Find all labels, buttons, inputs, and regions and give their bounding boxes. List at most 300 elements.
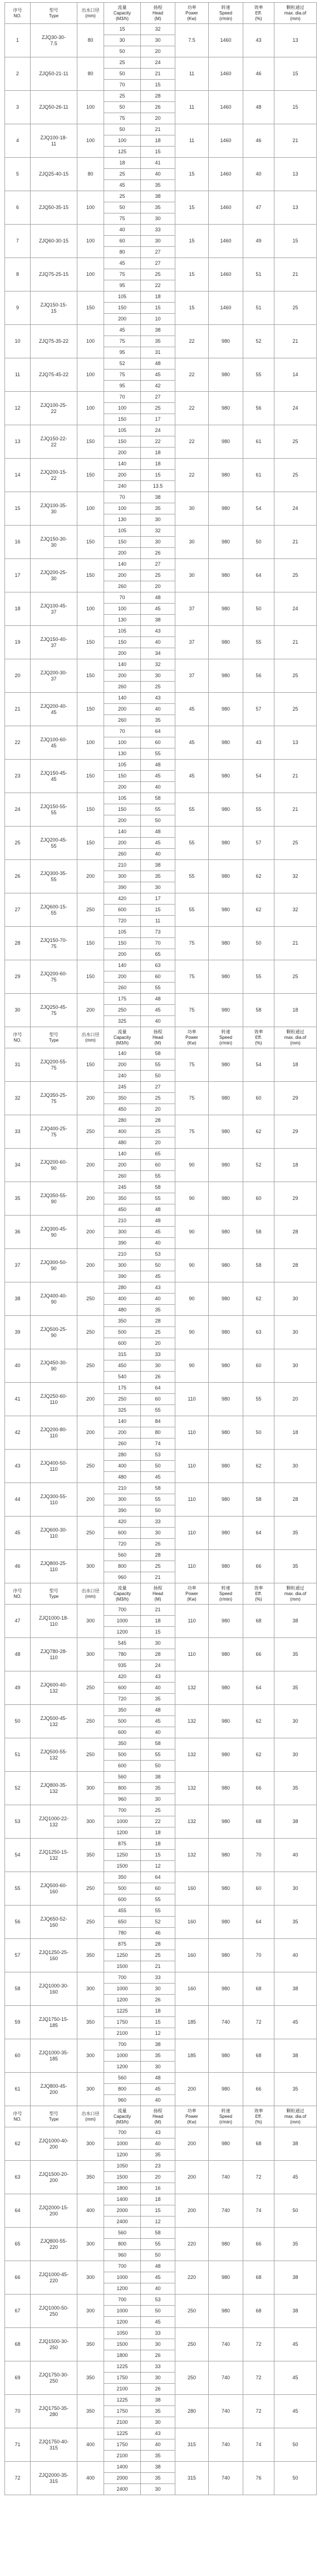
column-header-head	[141, 3, 175, 24]
pump-type: ZJQ300-50-90	[40, 1259, 67, 1271]
power-value: 185	[175, 2039, 209, 2073]
speed-value: 980	[209, 1839, 243, 1872]
column-header-particle-diameter	[274, 1583, 317, 1605]
power-value: 90	[175, 1216, 209, 1249]
column-header-head-unit: (M)	[154, 2119, 161, 2125]
head-value: 55	[141, 1494, 175, 1505]
column-header-outlet	[77, 1583, 104, 1605]
capacity-value: 150	[104, 938, 141, 949]
pump-type-cell	[31, 124, 77, 158]
efficiency-value: 47	[243, 191, 274, 225]
pump-type: ZJQ30-30-7.5	[41, 34, 66, 46]
capacity-value: 105	[104, 626, 141, 637]
pump-type: ZJQ780-28-110	[40, 1648, 67, 1660]
row-number: 52	[5, 1772, 31, 1805]
column-header-type-zh: 型号	[49, 2111, 58, 2116]
power-value: 75	[175, 1115, 209, 1149]
column-header-power-en: Power	[185, 10, 198, 16]
efficiency-value: 66	[243, 2073, 274, 2106]
capacity-value: 600	[104, 1528, 141, 1539]
efficiency-value: 56	[243, 392, 274, 425]
power-value: 132	[175, 1705, 209, 1738]
table-row	[5, 1450, 317, 1461]
column-header-speed-zh: 转速	[221, 1029, 230, 1034]
pump-type: ZJQ75-25-15	[38, 271, 69, 277]
pump-type-cell	[31, 994, 77, 1027]
pump-type-cell	[31, 24, 77, 57]
power-value: 55	[175, 827, 209, 860]
head-value: 52	[141, 1917, 175, 1928]
head-value: 40	[141, 2138, 175, 2150]
pump-type: ZJQ100-18-11	[40, 134, 67, 147]
capacity-value: 100	[104, 604, 141, 615]
row-number: 27	[5, 893, 31, 927]
capacity-value: 1200	[104, 2150, 141, 2161]
capacity-value: 245	[104, 1182, 141, 1193]
column-header-no-zh: 序号	[13, 1588, 22, 1593]
table-row	[5, 1671, 317, 1683]
outlet-diameter: 200	[77, 1182, 104, 1216]
head-value: 30	[141, 882, 175, 893]
pump-type: ZJQ25-40-15	[38, 171, 69, 177]
efficiency-value: 72	[243, 2006, 274, 2039]
power-value: 110	[175, 1416, 209, 1450]
efficiency-value: 68	[243, 1805, 274, 1839]
head-value: 16	[141, 2183, 175, 2194]
capacity-value: 1250	[104, 1850, 141, 1861]
speed-value: 980	[209, 459, 243, 492]
head-value: 26	[141, 548, 175, 559]
capacity-value: 150	[104, 537, 141, 548]
capacity-value: 45	[104, 258, 141, 269]
pump-type: ZJQ100-35-30	[40, 502, 67, 514]
capacity-value: 650	[104, 1917, 141, 1928]
pump-type-cell	[31, 726, 77, 760]
head-value: 65	[141, 1149, 175, 1160]
head-value: 33	[141, 2361, 175, 2373]
outlet-diameter: 100	[77, 392, 104, 425]
speed-value: 980	[209, 1416, 243, 1450]
pump-type-cell	[31, 1805, 77, 1839]
outlet-diameter: 150	[77, 760, 104, 793]
outlet-diameter: 250	[77, 1517, 104, 1550]
table-row	[5, 2361, 317, 2373]
head-value: 30	[141, 514, 175, 526]
head-value: 45	[141, 1271, 175, 1282]
power-value: 132	[175, 1805, 209, 1839]
power-value: 15	[175, 225, 209, 258]
pump-type-cell	[31, 225, 77, 258]
outlet-diameter: 300	[77, 1772, 104, 1805]
head-value: 25	[141, 1126, 175, 1138]
table-row	[5, 392, 317, 403]
head-value: 64	[141, 1872, 175, 1883]
efficiency-value: 56	[243, 659, 274, 693]
capacity-value: 600	[104, 905, 141, 916]
head-value: 48	[141, 760, 175, 771]
pump-type-cell	[31, 927, 77, 960]
table-row	[5, 827, 317, 838]
head-value: 50	[141, 815, 175, 827]
pump-type: ZJQ650-52-160	[40, 1916, 67, 1928]
head-value: 45	[141, 370, 175, 381]
table-row	[5, 2161, 317, 2172]
efficiency-value: 54	[243, 1048, 274, 1082]
particle-diameter-value: 25	[274, 693, 317, 726]
column-header-power	[175, 1583, 209, 1605]
row-number: 19	[5, 626, 31, 659]
capacity-value: 200	[104, 815, 141, 827]
speed-value: 740	[209, 2006, 243, 2039]
capacity-value: 1050	[104, 2328, 141, 2339]
outlet-diameter: 300	[77, 2039, 104, 2073]
head-value: 26	[141, 102, 175, 113]
head-value: 21	[141, 1605, 175, 1616]
head-value: 64	[141, 1383, 175, 1394]
head-value: 50	[141, 1461, 175, 1472]
pump-type: ZJQ150-15-15	[40, 302, 67, 314]
head-value: 38	[141, 2395, 175, 2406]
head-value: 55	[141, 1171, 175, 1182]
pump-type: ZJQ1250-25-160	[38, 1949, 69, 1961]
row-number: 44	[5, 1483, 31, 1517]
table-row	[5, 1216, 317, 1227]
capacity-value: 700	[104, 2295, 141, 2306]
head-value: 15	[141, 905, 175, 916]
table-row	[5, 1605, 317, 1616]
head-value: 25	[141, 1327, 175, 1338]
particle-diameter-value: 15	[274, 57, 317, 91]
power-value: 110	[175, 1450, 209, 1483]
pump-type-cell	[31, 1517, 77, 1550]
column-header-type	[31, 3, 77, 24]
particle-diameter-value: 38	[274, 2127, 317, 2161]
capacity-value: 1000	[104, 2138, 141, 2150]
head-value: 25	[141, 1805, 175, 1816]
capacity-value: 200	[104, 971, 141, 983]
speed-value: 1460	[209, 258, 243, 291]
head-value: 38	[141, 492, 175, 503]
capacity-value: 1000	[104, 1816, 141, 1827]
pump-type: ZJQ50-21-11	[39, 71, 68, 76]
pump-type: ZJQ150-22-22	[40, 435, 67, 448]
header-row	[5, 1583, 317, 1605]
head-value: 84	[141, 1416, 175, 1427]
speed-value: 740	[209, 2361, 243, 2395]
power-value: 250	[175, 2328, 209, 2361]
column-header-no	[5, 1027, 31, 1048]
capacity-value: 420	[104, 1671, 141, 1683]
row-number: 46	[5, 1550, 31, 1583]
capacity-value: 125	[104, 147, 141, 158]
pump-type: ZJQ800-55-220	[40, 2238, 67, 2250]
speed-value: 980	[209, 592, 243, 626]
column-header-particle-diameter-en: max. dia.of	[284, 2113, 307, 2119]
column-header-efficiency-zh: 效率	[254, 1029, 263, 1034]
speed-value: 980	[209, 1906, 243, 1939]
column-header-type-en: Type	[48, 2116, 59, 2122]
column-header-efficiency-en: Eff.	[255, 1034, 262, 1040]
capacity-value: 450	[104, 1204, 141, 1216]
particle-diameter-value: 25	[274, 960, 317, 994]
pump-type: ZJQ300-45-90	[40, 1226, 67, 1238]
power-value: 75	[175, 1082, 209, 1115]
head-value: 50	[141, 1505, 175, 1517]
head-value: 15	[141, 147, 175, 158]
head-value: 17	[141, 414, 175, 425]
head-value: 26	[141, 2350, 175, 2361]
power-value: 90	[175, 1249, 209, 1282]
outlet-diameter: 350	[77, 2361, 104, 2395]
outlet-diameter: 300	[77, 2295, 104, 2328]
row-number: 22	[5, 726, 31, 760]
column-header-efficiency	[243, 1583, 274, 1605]
head-value: 28	[141, 1316, 175, 1327]
pump-type: ZJQ150-40-37	[40, 636, 67, 648]
table-row	[5, 459, 317, 470]
capacity-value: 25	[104, 91, 141, 102]
head-value: 30	[141, 2484, 175, 2495]
head-value: 11	[141, 916, 175, 927]
pump-type-cell	[31, 1149, 77, 1182]
capacity-value: 1800	[104, 2350, 141, 2361]
pump-type: ZJQ350-25-75	[40, 1092, 67, 1104]
column-header-no-en: NO.	[13, 2116, 22, 2122]
column-header-capacity-zh: 流量	[117, 1029, 127, 1034]
column-header-efficiency-zh: 效率	[254, 4, 263, 10]
column-header-power-en: Power	[185, 1591, 198, 1596]
capacity-value: 420	[104, 1517, 141, 1528]
column-header-efficiency-unit: (%)	[255, 16, 262, 21]
head-value: 15	[141, 1627, 175, 1638]
head-value: 35	[141, 2050, 175, 2062]
efficiency-value: 62	[243, 1738, 274, 1772]
head-value: 25	[141, 403, 175, 414]
column-header-head-zh: 扬程	[153, 1029, 163, 1034]
capacity-value: 75	[104, 213, 141, 225]
row-number: 61	[5, 2073, 31, 2106]
head-value: 33	[141, 1517, 175, 1528]
outlet-diameter: 100	[77, 225, 104, 258]
efficiency-value: 50	[243, 526, 274, 559]
outlet-diameter: 100	[77, 91, 104, 124]
head-value: 32	[141, 24, 175, 35]
head-value: 24	[141, 1660, 175, 1671]
row-number: 48	[5, 1638, 31, 1671]
capacity-value: 260	[104, 1171, 141, 1182]
power-value: 22	[175, 392, 209, 425]
head-value: 50	[141, 1761, 175, 1772]
pump-type: ZJQ1500-20-200	[38, 2171, 69, 2183]
table-row	[5, 24, 317, 35]
column-header-particle-diameter-en: max. dia.of	[284, 1034, 307, 1040]
pump-type-cell	[31, 1115, 77, 1149]
pump-type-cell	[31, 1839, 77, 1872]
head-value: 25	[141, 570, 175, 581]
outlet-diameter: 350	[77, 2328, 104, 2361]
column-header-speed	[209, 1583, 243, 1605]
speed-value: 980	[209, 559, 243, 592]
table-row	[5, 559, 317, 570]
capacity-value: 200	[104, 949, 141, 960]
capacity-value: 560	[104, 2073, 141, 2084]
column-header-power-unit: (Kw)	[187, 1040, 197, 1046]
outlet-diameter: 250	[77, 1906, 104, 1939]
head-value: 43	[141, 2428, 175, 2439]
column-header-no	[5, 2106, 31, 2127]
pump-type-cell	[31, 1939, 77, 1972]
head-value: 18	[141, 291, 175, 303]
capacity-value: 280	[104, 1115, 141, 1126]
head-value: 18	[141, 1616, 175, 1627]
capacity-value: 140	[104, 1416, 141, 1427]
capacity-value: 52	[104, 358, 141, 370]
row-number: 50	[5, 1705, 31, 1738]
outlet-diameter: 250	[77, 1738, 104, 1772]
head-value: 45	[141, 2272, 175, 2283]
efficiency-value: 60	[243, 1872, 274, 1906]
particle-diameter-value: 45	[274, 2161, 317, 2194]
capacity-value: 150	[104, 804, 141, 815]
outlet-diameter: 250	[77, 1705, 104, 1738]
row-number: 55	[5, 1872, 31, 1906]
efficiency-value: 70	[243, 1939, 274, 1972]
efficiency-value: 68	[243, 2295, 274, 2328]
particle-diameter-value: 25	[274, 425, 317, 459]
table-row	[5, 57, 317, 69]
pump-type: ZJQ1750-30-250	[38, 2371, 69, 2384]
pump-type-cell	[31, 626, 77, 659]
particle-diameter-value: 25	[274, 291, 317, 325]
power-value: 110	[175, 1483, 209, 1517]
capacity-value: 140	[104, 827, 141, 838]
head-value: 48	[141, 1216, 175, 1227]
pump-type: ZJQ100-45-37	[40, 602, 67, 615]
speed-value: 980	[209, 1605, 243, 1638]
head-value: 41	[141, 158, 175, 169]
capacity-value: 75	[104, 113, 141, 124]
pump-type-cell	[31, 592, 77, 626]
pump-type: ZJQ400-25-75	[40, 1125, 67, 1138]
efficiency-value: 49	[243, 225, 274, 258]
head-value: 60	[141, 1394, 175, 1405]
power-value: 75	[175, 960, 209, 994]
speed-value: 980	[209, 1517, 243, 1550]
outlet-diameter: 350	[77, 2161, 104, 2194]
header-row	[5, 2106, 317, 2127]
table-row	[5, 994, 317, 1005]
capacity-value: 1500	[104, 2339, 141, 2350]
power-value: 160	[175, 1906, 209, 1939]
speed-value: 980	[209, 2127, 243, 2161]
pump-type-cell	[31, 358, 77, 392]
head-value: 20	[141, 1338, 175, 1349]
capacity-value: 935	[104, 1660, 141, 1671]
speed-value: 740	[209, 2462, 243, 2495]
capacity-value: 960	[104, 1572, 141, 1583]
row-number: 53	[5, 1805, 31, 1839]
column-header-outlet-zh: 出水口径	[81, 7, 100, 13]
capacity-value: 80	[104, 247, 141, 258]
capacity-value: 1750	[104, 2439, 141, 2451]
column-header-head-unit: (M)	[154, 1596, 161, 1602]
pump-type-cell	[31, 1772, 77, 1805]
column-header-outlet-unit: (mm)	[85, 1593, 96, 1599]
column-header-type-en: Type	[48, 1037, 59, 1043]
efficiency-value: 76	[243, 2462, 274, 2495]
capacity-value: 100	[104, 737, 141, 749]
speed-value: 1460	[209, 91, 243, 124]
power-value: 37	[175, 626, 209, 659]
efficiency-value: 52	[243, 325, 274, 358]
row-number: 7	[5, 225, 31, 258]
table-row	[5, 927, 317, 938]
particle-diameter-value: 45	[274, 2395, 317, 2428]
row-number: 21	[5, 693, 31, 726]
outlet-diameter: 80	[77, 57, 104, 91]
efficiency-value: 50	[243, 592, 274, 626]
pump-type: ZJQ100-25-22	[40, 402, 67, 414]
outlet-diameter: 350	[77, 2395, 104, 2428]
pump-type: ZJQ1000-50-250	[38, 2305, 69, 2317]
particle-diameter-value: 28	[274, 1483, 317, 1517]
row-number: 69	[5, 2361, 31, 2395]
head-value: 15	[141, 303, 175, 314]
row-number: 15	[5, 492, 31, 526]
row-number: 63	[5, 2161, 31, 2194]
capacity-value: 480	[104, 1305, 141, 1316]
table-row	[5, 760, 317, 771]
speed-value: 980	[209, 626, 243, 659]
capacity-value: 280	[104, 1450, 141, 1461]
efficiency-value: 61	[243, 425, 274, 459]
head-value: 35	[141, 2406, 175, 2417]
pump-type: ZJQ1000-40-200	[38, 2137, 69, 2150]
efficiency-value: 68	[243, 1605, 274, 1638]
efficiency-value: 68	[243, 2127, 274, 2161]
capacity-value: 1200	[104, 2317, 141, 2328]
speed-value: 980	[209, 1048, 243, 1082]
head-value: 48	[141, 358, 175, 370]
table-row	[5, 592, 317, 604]
efficiency-value: 66	[243, 1772, 274, 1805]
capacity-value: 210	[104, 1249, 141, 1260]
capacity-value: 260	[104, 983, 141, 994]
capacity-value: 300	[104, 1494, 141, 1505]
efficiency-value: 66	[243, 1638, 274, 1671]
row-number: 2	[5, 57, 31, 91]
head-value: 55	[141, 1059, 175, 1071]
pump-type: ZJQ1250-15-132	[38, 1849, 69, 1861]
pump-type: ZJQ1750-15-185	[38, 2016, 69, 2028]
table-body	[5, 3, 317, 2495]
capacity-value: 1225	[104, 2395, 141, 2406]
column-header-particle-diameter-en: max. dia.of	[284, 10, 307, 16]
column-header-capacity-en: Capacity	[113, 1034, 131, 1040]
particle-diameter-value: 21	[274, 626, 317, 659]
capacity-value: 2000	[104, 2473, 141, 2484]
efficiency-value: 64	[243, 1517, 274, 1550]
head-value: 40	[141, 1683, 175, 1694]
column-header-head-en: Head	[152, 1591, 164, 1596]
outlet-diameter: 300	[77, 1805, 104, 1839]
efficiency-value: 66	[243, 2228, 274, 2261]
column-header-efficiency-zh: 效率	[254, 2108, 263, 2113]
speed-value: 980	[209, 1349, 243, 1383]
capacity-value: 40	[104, 225, 141, 236]
capacity-value: 50	[104, 69, 141, 80]
head-value: 26	[141, 2384, 175, 2395]
